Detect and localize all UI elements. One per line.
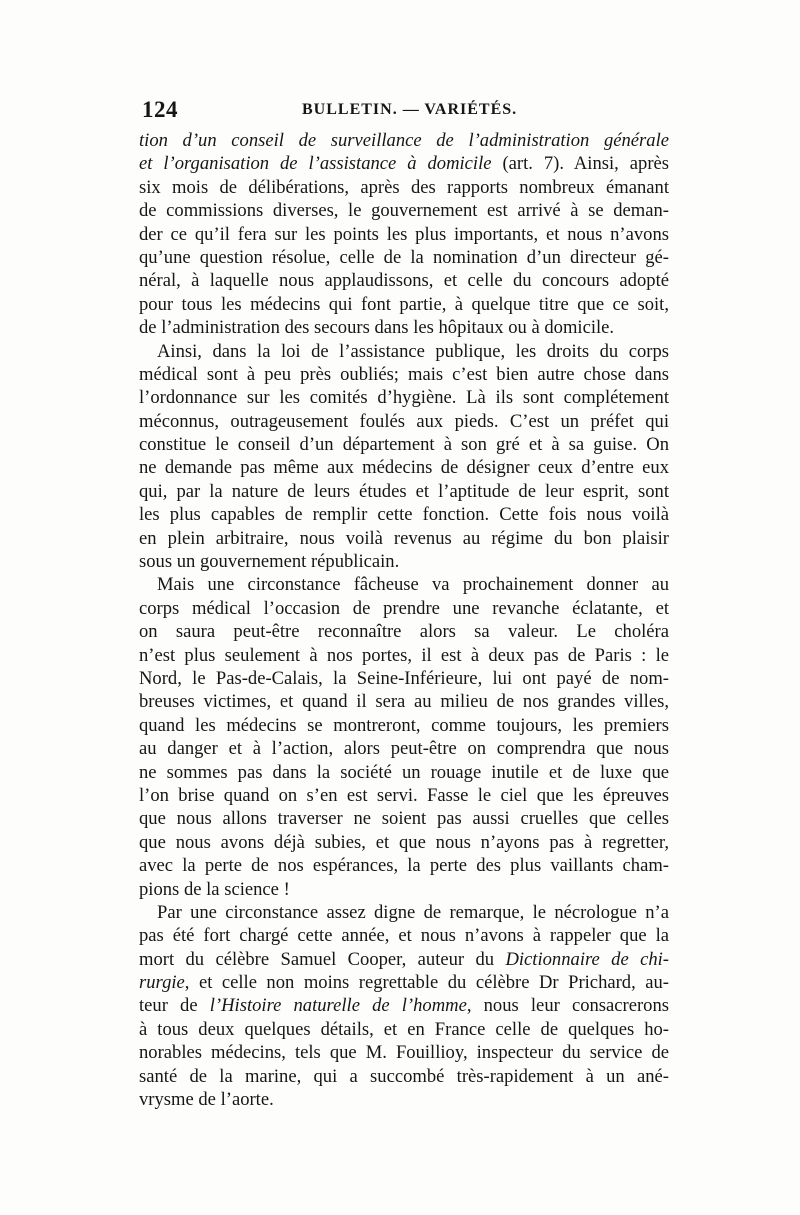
- text-line: [139, 971, 669, 994]
- text-line: [139, 410, 669, 433]
- text-run: que nous allons traverser ne soient pas aussi cruelles que celles: [139, 808, 669, 830]
- text-run: ne demande pas même aux médecins de désigner ceux d’entre eux: [139, 457, 669, 479]
- text-run: à tous deux quelques détails, et en France celle de quelques ho-: [139, 1018, 669, 1040]
- running-head: [142, 97, 668, 125]
- text-line: [139, 386, 669, 409]
- text-run: (art. 7). Ainsi, après: [491, 153, 669, 175]
- paragraph: [139, 901, 669, 1112]
- text-line: [139, 1088, 669, 1111]
- text-line: [139, 901, 669, 924]
- text-run: l’on brise quand on s’en est servi. Fasse le ciel que les épreuves: [139, 784, 669, 806]
- text-run: de commissions diverses, le gouvernement est arrivé à se deman-: [139, 200, 669, 222]
- text-line: [139, 831, 669, 854]
- text-line: [139, 129, 669, 152]
- text-line: [139, 948, 669, 971]
- text-run: sous un gouvernement républicain.: [139, 551, 400, 573]
- text-line: [139, 620, 669, 643]
- text-run: corps médical l’occasion de prendre une revanche éclatante, et: [139, 597, 669, 619]
- text-line: [139, 597, 669, 620]
- text-line: [139, 340, 669, 363]
- text-run: vrysme de l’aorte.: [139, 1089, 274, 1111]
- text-line: [139, 994, 669, 1017]
- text-line: [139, 878, 669, 901]
- text-run: néral, à laquelle nous applaudissons, et celle du concours adopté: [139, 270, 669, 292]
- text-line: [139, 152, 669, 175]
- text-line: [139, 246, 669, 269]
- text-line: [139, 1065, 669, 1088]
- text-line: [139, 667, 669, 690]
- text-line: [139, 1018, 669, 1041]
- text-run: pions de la science !: [139, 878, 290, 900]
- text-run: , nous leur consacrerons: [466, 995, 669, 1017]
- text-run: constitue le conseil d’un département à son gré et à sa guise. On: [139, 434, 669, 456]
- text-line: [139, 293, 669, 316]
- text-run: santé de la marine, qui a succombé très-rapidement à un ané-: [139, 1065, 669, 1087]
- text-line: [139, 690, 669, 713]
- text-run: de l’administration des secours dans les hôpitaux ou à domicile.: [139, 317, 615, 339]
- text-run: on saura peut-être reconnaître alors sa valeur. Le choléra: [139, 621, 669, 643]
- text-run: teur de: [139, 995, 210, 1017]
- text-line: [139, 924, 669, 947]
- text-run: mort du célèbre Samuel Cooper, auteur du: [139, 948, 506, 970]
- text-line: [139, 807, 669, 830]
- paragraph: [139, 129, 669, 340]
- text-run: Nord, le Pas-de-Calais, la Seine-Inférieure, lui ont payé de nom-: [139, 667, 669, 689]
- text-run: norables médecins, tels que M. Fouillioy, inspecteur du service de: [139, 1042, 669, 1064]
- text-run: six mois de délibérations, après des rapports nombreux émanant: [139, 176, 669, 198]
- text-run: les plus capables de remplir cette fonction. Cette fois nous voilà: [139, 504, 669, 526]
- text-run: avec la perte de nos espérances, la perte des plus vaillants cham-: [139, 855, 669, 877]
- page-number: 124: [142, 97, 178, 122]
- text-run: ne sommes pas dans la société un rouage inutile et de luxe que: [139, 761, 669, 783]
- text-run: pour tous les médecins qui font partie, à quelque titre que ce soit,: [139, 293, 669, 315]
- text-line: [139, 223, 669, 246]
- text-line: [139, 784, 669, 807]
- text-line: [139, 761, 669, 784]
- text-run: en plein arbitraire, nous voilà revenus au régime du bon plaisir: [139, 527, 669, 549]
- text-run: méconnus, outrageusement foulés aux pieds. C’est un préfet qui: [139, 410, 669, 432]
- text-run: der ce qu’il fera sur les points les plus importants, et nous n’avons: [139, 223, 669, 245]
- italic-run: l’Histoire naturelle de l’homme: [209, 995, 467, 1017]
- text-run: qui, par la nature de leurs études et l’aptitude de leur esprit, sont: [139, 480, 669, 502]
- text-run: pas été fort chargé cette année, et nous n’avons à rappeler que la: [139, 925, 669, 947]
- text-run: quand les médecins se montreront, comme toujours, les premiers: [139, 714, 669, 736]
- text-run: n’est plus seulement à nos portes, il est à deux pas de Paris : le: [139, 644, 669, 666]
- text-run: Ainsi, dans la loi de l’assistance publique, les droits du corps: [157, 340, 669, 362]
- running-title: BULLETIN. — VARIÉTÉS.: [302, 101, 518, 118]
- italic-run: rurgie: [139, 972, 185, 994]
- text-line: [139, 363, 669, 386]
- text-line: [139, 316, 669, 339]
- text-run: l’ordonnance sur les comités d’hygiène. Là ils sont complétement: [139, 387, 669, 409]
- text-line: [139, 456, 669, 479]
- text-line: [139, 199, 669, 222]
- text-line: [139, 176, 669, 199]
- paragraph: [139, 573, 669, 900]
- text-line: [139, 503, 669, 526]
- text-line: [139, 433, 669, 456]
- text-run: Par une circonstance assez digne de remarque, le nécrologue n’a: [157, 901, 669, 923]
- text-run: que nous avons déjà subies, et que nous n’ayons pas à regretter,: [139, 831, 669, 853]
- text-run: qu’une question résolue, celle de la nomination d’un directeur gé-: [139, 246, 669, 268]
- text-line: [139, 737, 669, 760]
- paragraph: [139, 340, 669, 574]
- text-run: médical sont à peu près oubliés; mais c’est bien autre chose dans: [139, 363, 669, 385]
- text-line: [139, 480, 669, 503]
- text-line: [139, 644, 669, 667]
- text-line: [139, 573, 669, 596]
- text-run: au danger et à l’action, alors peut-être on comprendra que nous: [139, 738, 669, 760]
- italic-run: et l’organisation de l’assistance à domicile: [139, 153, 492, 175]
- body-text: [139, 129, 669, 1111]
- text-line: [139, 854, 669, 877]
- italic-run: tion d’un conseil de surveillance de l’administration générale: [139, 130, 669, 151]
- text-line: [139, 1041, 669, 1064]
- text-run: breuses victimes, et quand il sera au milieu de nos grandes villes,: [139, 691, 669, 713]
- text-line: [139, 527, 669, 550]
- text-line: [139, 714, 669, 737]
- text-line: [139, 550, 669, 573]
- text-run: Mais une circonstance fâcheuse va prochainement donner au: [157, 574, 669, 596]
- italic-run: Dictionnaire de chi-: [505, 948, 669, 970]
- text-line: [139, 269, 669, 292]
- text-run: , et celle non moins regrettable du célèbre Dr Prichard, au-: [184, 972, 669, 994]
